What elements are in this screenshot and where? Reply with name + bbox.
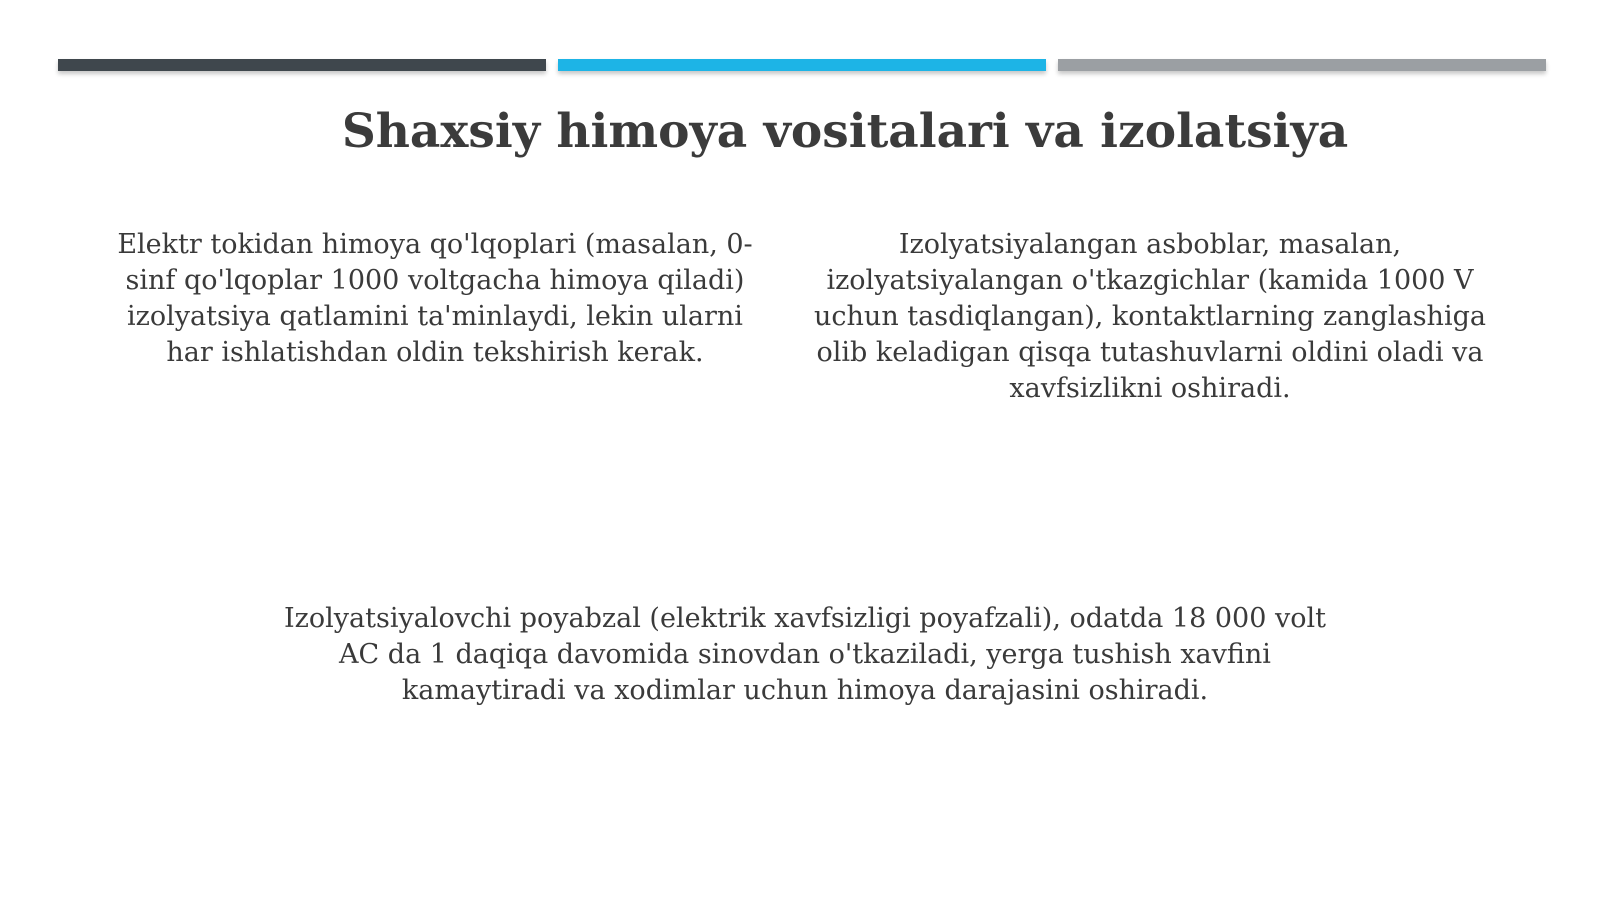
slide-title: Shaxsiy himoya vositalari va izolatsiya	[341, 104, 1349, 159]
header-bar-dark	[58, 59, 546, 71]
paragraph-gloves: Elektr tokidan himoya qo'lqoplari (masalan, 0-sinf qo'lqoplar 1000 voltgacha himoya qiladi) izolyatsiya qatlamini ta'minlaydi, lekin ularni har ishlatishdan oldin tekshirish kerak.	[117, 229, 753, 368]
header-bar-blue	[558, 59, 1046, 71]
paragraph-footwear: Izolyatsiyalovchi poyabzal (elektrik xavfsizligi poyafzali), odatda 18 000 volt AC da 1 daqiqa davomida sinovdan o'tkaziladi, yerga tushish xavfini kamaytiradi va xodimlar uchun himoya darajasini oshiradi.	[284, 603, 1326, 706]
header-bar-gray	[1058, 59, 1546, 71]
paragraph-tools: Izolyatsiyalangan asboblar, masalan, izolyatsiyalangan o'tkazgichlar (kamida 1000 V uchun tasdiqlangan), kontaktlarning zanglashiga olib keladigan qisqa tutashuvlarni oldini oladi va xavfsizlikni oshiradi.	[814, 229, 1486, 404]
